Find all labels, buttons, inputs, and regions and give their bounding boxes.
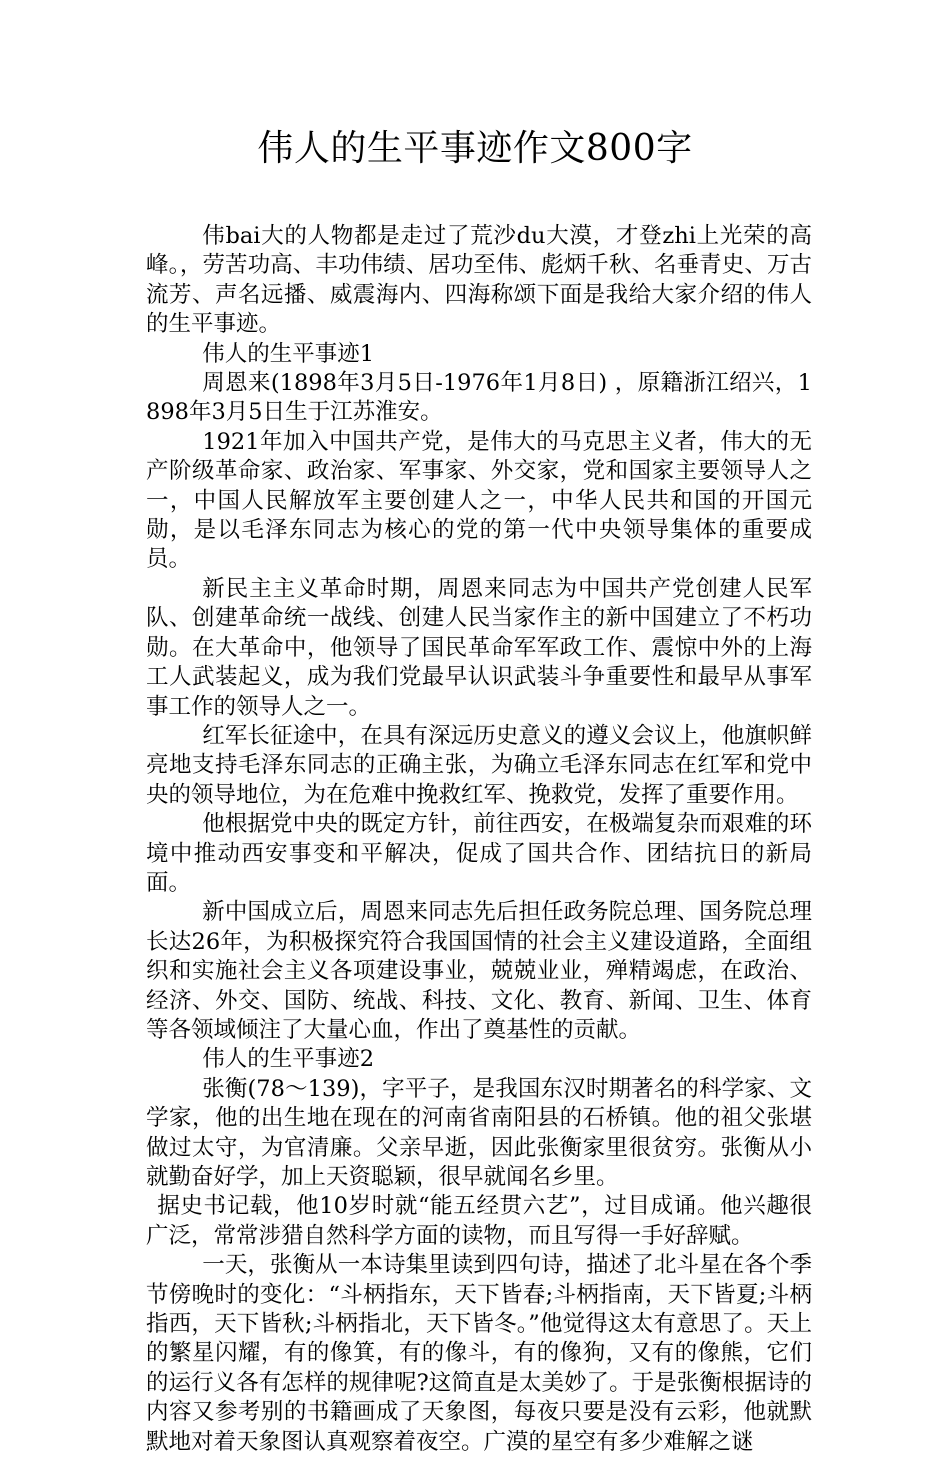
section-heading-1: 伟人的生平事迹1 [202, 340, 375, 367]
paragraph: 1921年加入中国共产党，是伟大的马克思主义者，伟大的无产阶级革命家、政治家、军事家、外交家，党和国家主要领导人之一，中国人民解放军主要创建人之一，中华人民共和国的开国元勋，是以毛泽东同志为核心的党的第一代中央领导集体的重要成员。 [146, 428, 812, 573]
paragraph: 一天，张衡从一本诗集里读到四句诗，描述了北斗星在各个季节傍晚时的变化：“斗柄指东，天下皆春;斗柄指南，天下皆夏;斗柄指西，天下皆秋;斗柄指北，天下皆冬。”他觉得这太有意思了。天上的繁星闪耀，有的像箕，有的像斗，有的像狗，又有的像熊，它们的运行义各有怎样的规律呢?这简直是太美妙了。于是张衡根据诗的内容又参考别的书籍画成了天象图，每夜只要是没有云彩，他就默默地对着天象图认真观察着夜空。广漠的星空有多少难解之谜 [146, 1252, 812, 1455]
document-title: 伟人的生平事迹作文800字 [257, 128, 693, 169]
paragraph: 周恩来(1898年3月5日-1976年1月8日) ，原籍浙江绍兴，1898年3月5日生于江苏淮安。 [146, 370, 812, 426]
paragraph: 新中国成立后，周恩来同志先后担任政务院总理、国务院总理长达26年，为积极探究符合我国国情的社会主义建设道路，全面组织和实施社会主义各项建设事业，兢兢业业，殚精竭虑，在政治、经济、外交、国防、统战、科技、文化、教育、新闻、卫生、体育等各领域倾注了大量心血，作出了奠基性的贡献。 [146, 899, 812, 1043]
paragraph: 他根据党中央的既定方针，前往西安，在极端复杂而艰难的环境中推动西安事变和平解决，促成了国共合作、团结抗日的新局面。 [146, 811, 812, 896]
paragraph: 张衡(78～139)，字平子，是我国东汉时期著名的科学家、文学家，他的出生地在现在的河南省南阳县的石桥镇。他的祖父张堪做过太守，为官清廉。父亲早逝，因此张衡家里很贫穷。张衡从小就勤奋好学，加上天资聪颖，很早就闻名乡里。 [146, 1075, 812, 1190]
paragraph-intro: 伟bai大的人物都是走过了荒沙du大漠，才登zhi上光荣的高峰。，劳苦功高、丰功伟绩、居功至伟、彪炳千秋、名垂青史、万古流芳、声名远播、威震海内、四海称颂下面是我给大家介绍的伟人的生平事迹。 [146, 223, 812, 338]
document-body [146, 222, 812, 1457]
paragraph: 红军长征途中，在具有深远历史意义的遵义会议上，他旗帜鲜亮地支持毛泽东同志的正确主张，为确立毛泽东同志在红军和党中央的领导地位，为在危难中挽救红军、挽救党，发挥了重要作用。 [146, 722, 812, 808]
paragraph: 据史书记载，他10岁时就“能五经贯六艺”，过目成诵。他兴趣很广泛，常常涉猎自然科学方面的读物，而且写得一手好辞赋。 [146, 1193, 812, 1249]
section-heading-2: 伟人的生平事迹2 [202, 1046, 375, 1073]
paragraph: 新民主主义革命时期，周恩来同志为中国共产党创建人民军队、创建革命统一战线、创建人民当家作主的新中国建立了不朽功勋。在大革命中，他领导了国民革命军军政工作、震惊中外的上海工人武装起义，成为我们党最早认识武装斗争重要性和最早从事军事工作的领导人之一。 [146, 575, 812, 720]
